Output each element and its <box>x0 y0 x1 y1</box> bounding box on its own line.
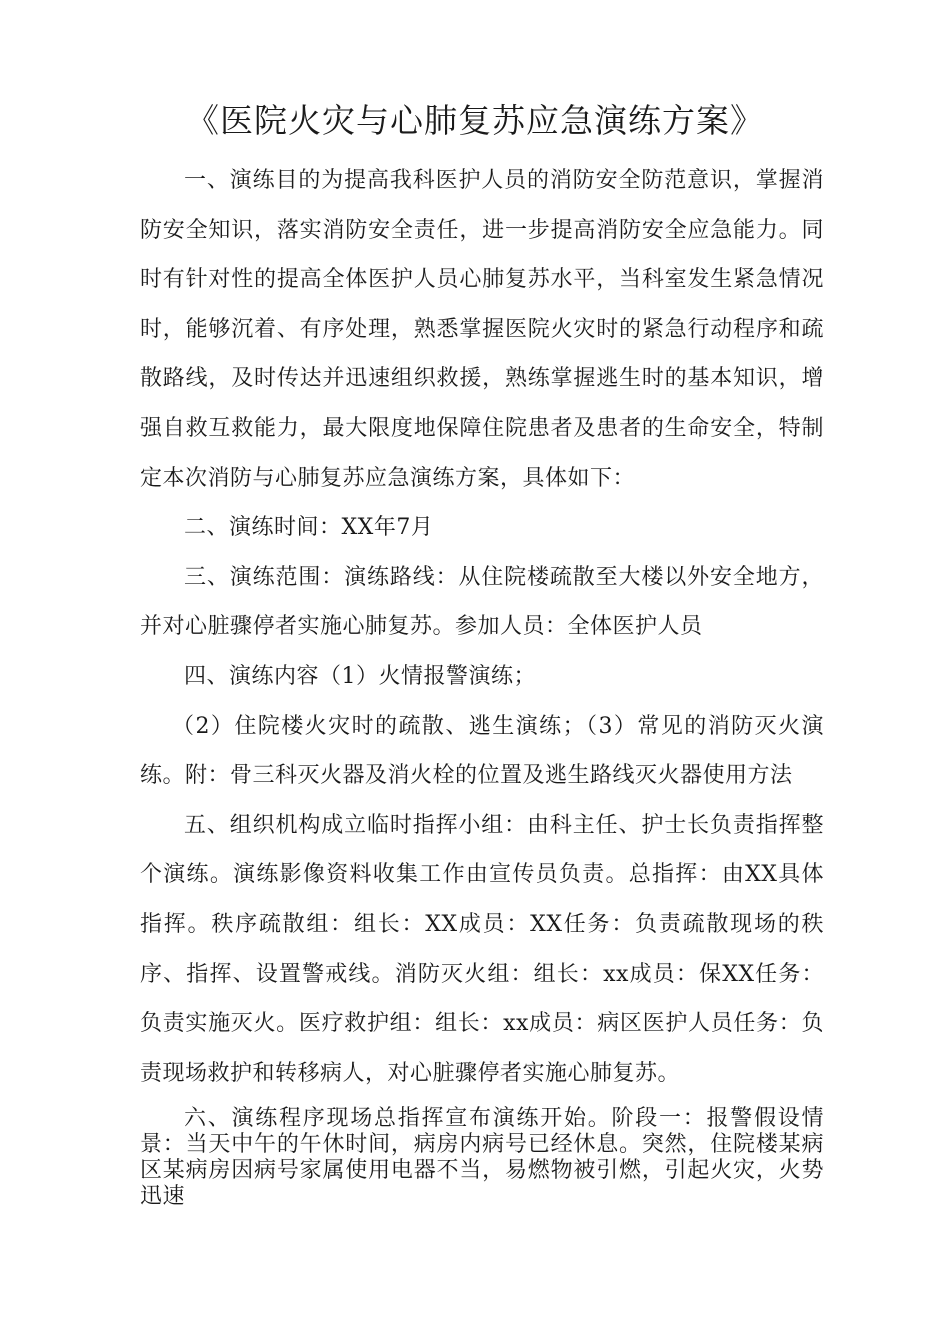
paragraph-procedure: 六、演练程序现场总指挥宣布演练开始。阶段一：报警假设情景：当天中午的午休时间，病房内病号已经休息。突然，住院楼某病区某病房因病号家属使用电器不当，易燃物被引燃，引起火灾，火势迅速 <box>140 1106 824 1210</box>
paragraph-organization: 五、组织机构成立临时指挥小组：由科主任、护士长负责指挥整个演练。演练影像资料收集工作由宣传员负责。总指挥：由XX具体指挥。秩序疏散组：组长：XX成员：XX任务：负责疏散现场的秩序、指挥、设置警戒线。消防灭火组：组长：xx成员：保XX任务：负责实施灭火。医疗救护组：组长：xx成员：病区医护人员任务：负责现场救护和转移病人，对心脏骤停者实施心肺复苏。 <box>140 812 824 1086</box>
document-body <box>140 156 824 1210</box>
paragraph-purpose: 一、演练目的为提高我科医护人员的消防安全防范意识，掌握消防安全知识，落实消防安全责任，进一步提高消防安全应急能力。同时有针对性的提高全体医护人员心肺复苏水平，当科室发生紧急情况时，能够沉着、有序处理，熟悉掌握医院火灾时的紧急行动程序和疏散路线，及时传达并迅速组织救援，熟练掌握逃生时的基本知识，增强自救互救能力，最大限度地保障住院患者及患者的生命安全，特制定本次消防与心肺复苏应急演练方案，具体如下： <box>140 168 824 491</box>
paragraph-scope: 三、演练范围：演练路线：从住院楼疏散至大楼以外安全地方，并对心脏骤停者实施心肺复苏。参加人员：全体医护人员 <box>140 564 824 640</box>
document-title: 《医院火灾与心肺复苏应急演练方案》 <box>186 101 764 140</box>
paragraph-content: 四、演练内容（1）火情报警演练； <box>184 663 536 689</box>
paragraph-time: 二、演练时间：XX年7月 <box>184 515 434 541</box>
paragraph-content-items: （2）住院楼火灾时的疏散、逃生演练；（3）常见的消防灭火演练。附：骨三科灭火器及消火栓的位置及逃生路线灭火器使用方法 <box>140 713 824 789</box>
